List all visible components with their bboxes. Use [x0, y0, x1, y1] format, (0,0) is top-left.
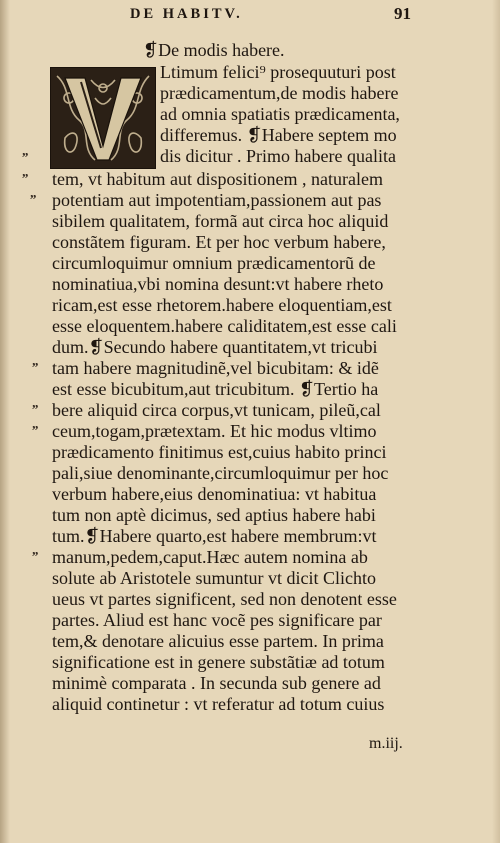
text-line: minimè comparata . In secunda sub genere ad — [52, 673, 381, 693]
section-heading: ❡De modis habere. — [143, 40, 285, 60]
margin-mark: „ — [22, 164, 29, 179]
page-number: 91 — [394, 4, 411, 23]
text-line: aliquid continetur : vt referatur ad totum cuius — [52, 694, 385, 714]
signature-mark: m.iij. — [369, 735, 403, 752]
text-line: ricam,est esse rhetorem.habere eloquentiam,est — [52, 295, 392, 315]
text-line: verbum habere,eius denominatiua: vt habitua — [52, 484, 377, 504]
text-line: ad omnia spatiatis prædicamenta, — [160, 104, 400, 124]
text-line: Ltimum felici⁹ prosequuturi post — [160, 62, 396, 82]
text-line: potentiam aut impotentiam,passionem aut pas — [52, 190, 382, 210]
text-line: pali,siue denominante,circumloquimur per hoc — [52, 463, 389, 483]
text-line: tum non aptè dicimus, sed aptius habere habi — [52, 505, 376, 525]
text-line: manum,pedem,caput.Hæc autem nomina ab — [52, 547, 368, 567]
text-line: tam habere magnitudinẽ,vel bicubitam: & idẽ — [52, 358, 379, 378]
text-line: ueus vt partes significent, sed non denotent esse — [52, 589, 397, 609]
margin-mark: „ — [32, 542, 39, 557]
text-line: circumloquimur omnium prædicamentorũ de — [52, 253, 376, 273]
text-line: sibilem qualitatem, formã aut circa hoc aliquid — [52, 211, 389, 231]
text-line: esse eloquentem.habere caliditatem,est esse cali — [52, 316, 397, 336]
margin-mark: „ — [32, 416, 39, 431]
text-line: dis dicitur . Primo habere qualita — [160, 146, 396, 166]
text-line: constãtem figuram. Et per hoc verbum habere, — [52, 232, 386, 252]
text-line: tum.❡Habere quarto,est habere membrum:vt — [52, 526, 377, 546]
text-line: ceum,togam,prætextam. Et hic modus vltimo — [52, 421, 377, 441]
margin-mark: „ — [30, 185, 37, 200]
page-edge-shadow — [492, 0, 500, 843]
text-line: tem,& denotare alicuius esse partem. In prima — [52, 631, 384, 651]
text-line: prædicamento finitimus est,cuius habito princi — [52, 442, 387, 462]
text-line: bere aliquid circa corpus,vt tunicam, pileũ,cal — [52, 400, 381, 420]
gutter-shadow — [0, 0, 10, 843]
text-line: dum.❡Secundo habere quantitatem,vt tricubi — [52, 337, 378, 357]
text-line: prædicamentum,de modis habere — [160, 83, 399, 103]
running-head: DE HABITV. — [130, 6, 243, 22]
text-line: partes. Aliud est hanc vocẽ pes significare par — [52, 610, 382, 630]
text-line: est esse bicubitum,aut tricubitum. ❡Tertio ha — [52, 379, 379, 399]
text-line: solute ab Aristotele sumuntur vt dicit Clichto — [52, 568, 376, 588]
margin-mark: „ — [32, 395, 39, 410]
margin-mark: „ — [22, 143, 29, 158]
ornamental-initial-v-icon — [50, 67, 156, 169]
text-line: differemus. ❡Habere septem mo — [160, 125, 397, 145]
text-line: nominatiua,vbi nomina desunt:vt habere rheto — [52, 274, 384, 294]
text-line: significatione est in genere substãtiæ ad totum — [52, 652, 385, 672]
margin-mark: „ — [32, 353, 39, 368]
text-line: tem, vt habitum aut dispositionem , naturalem — [52, 169, 383, 189]
